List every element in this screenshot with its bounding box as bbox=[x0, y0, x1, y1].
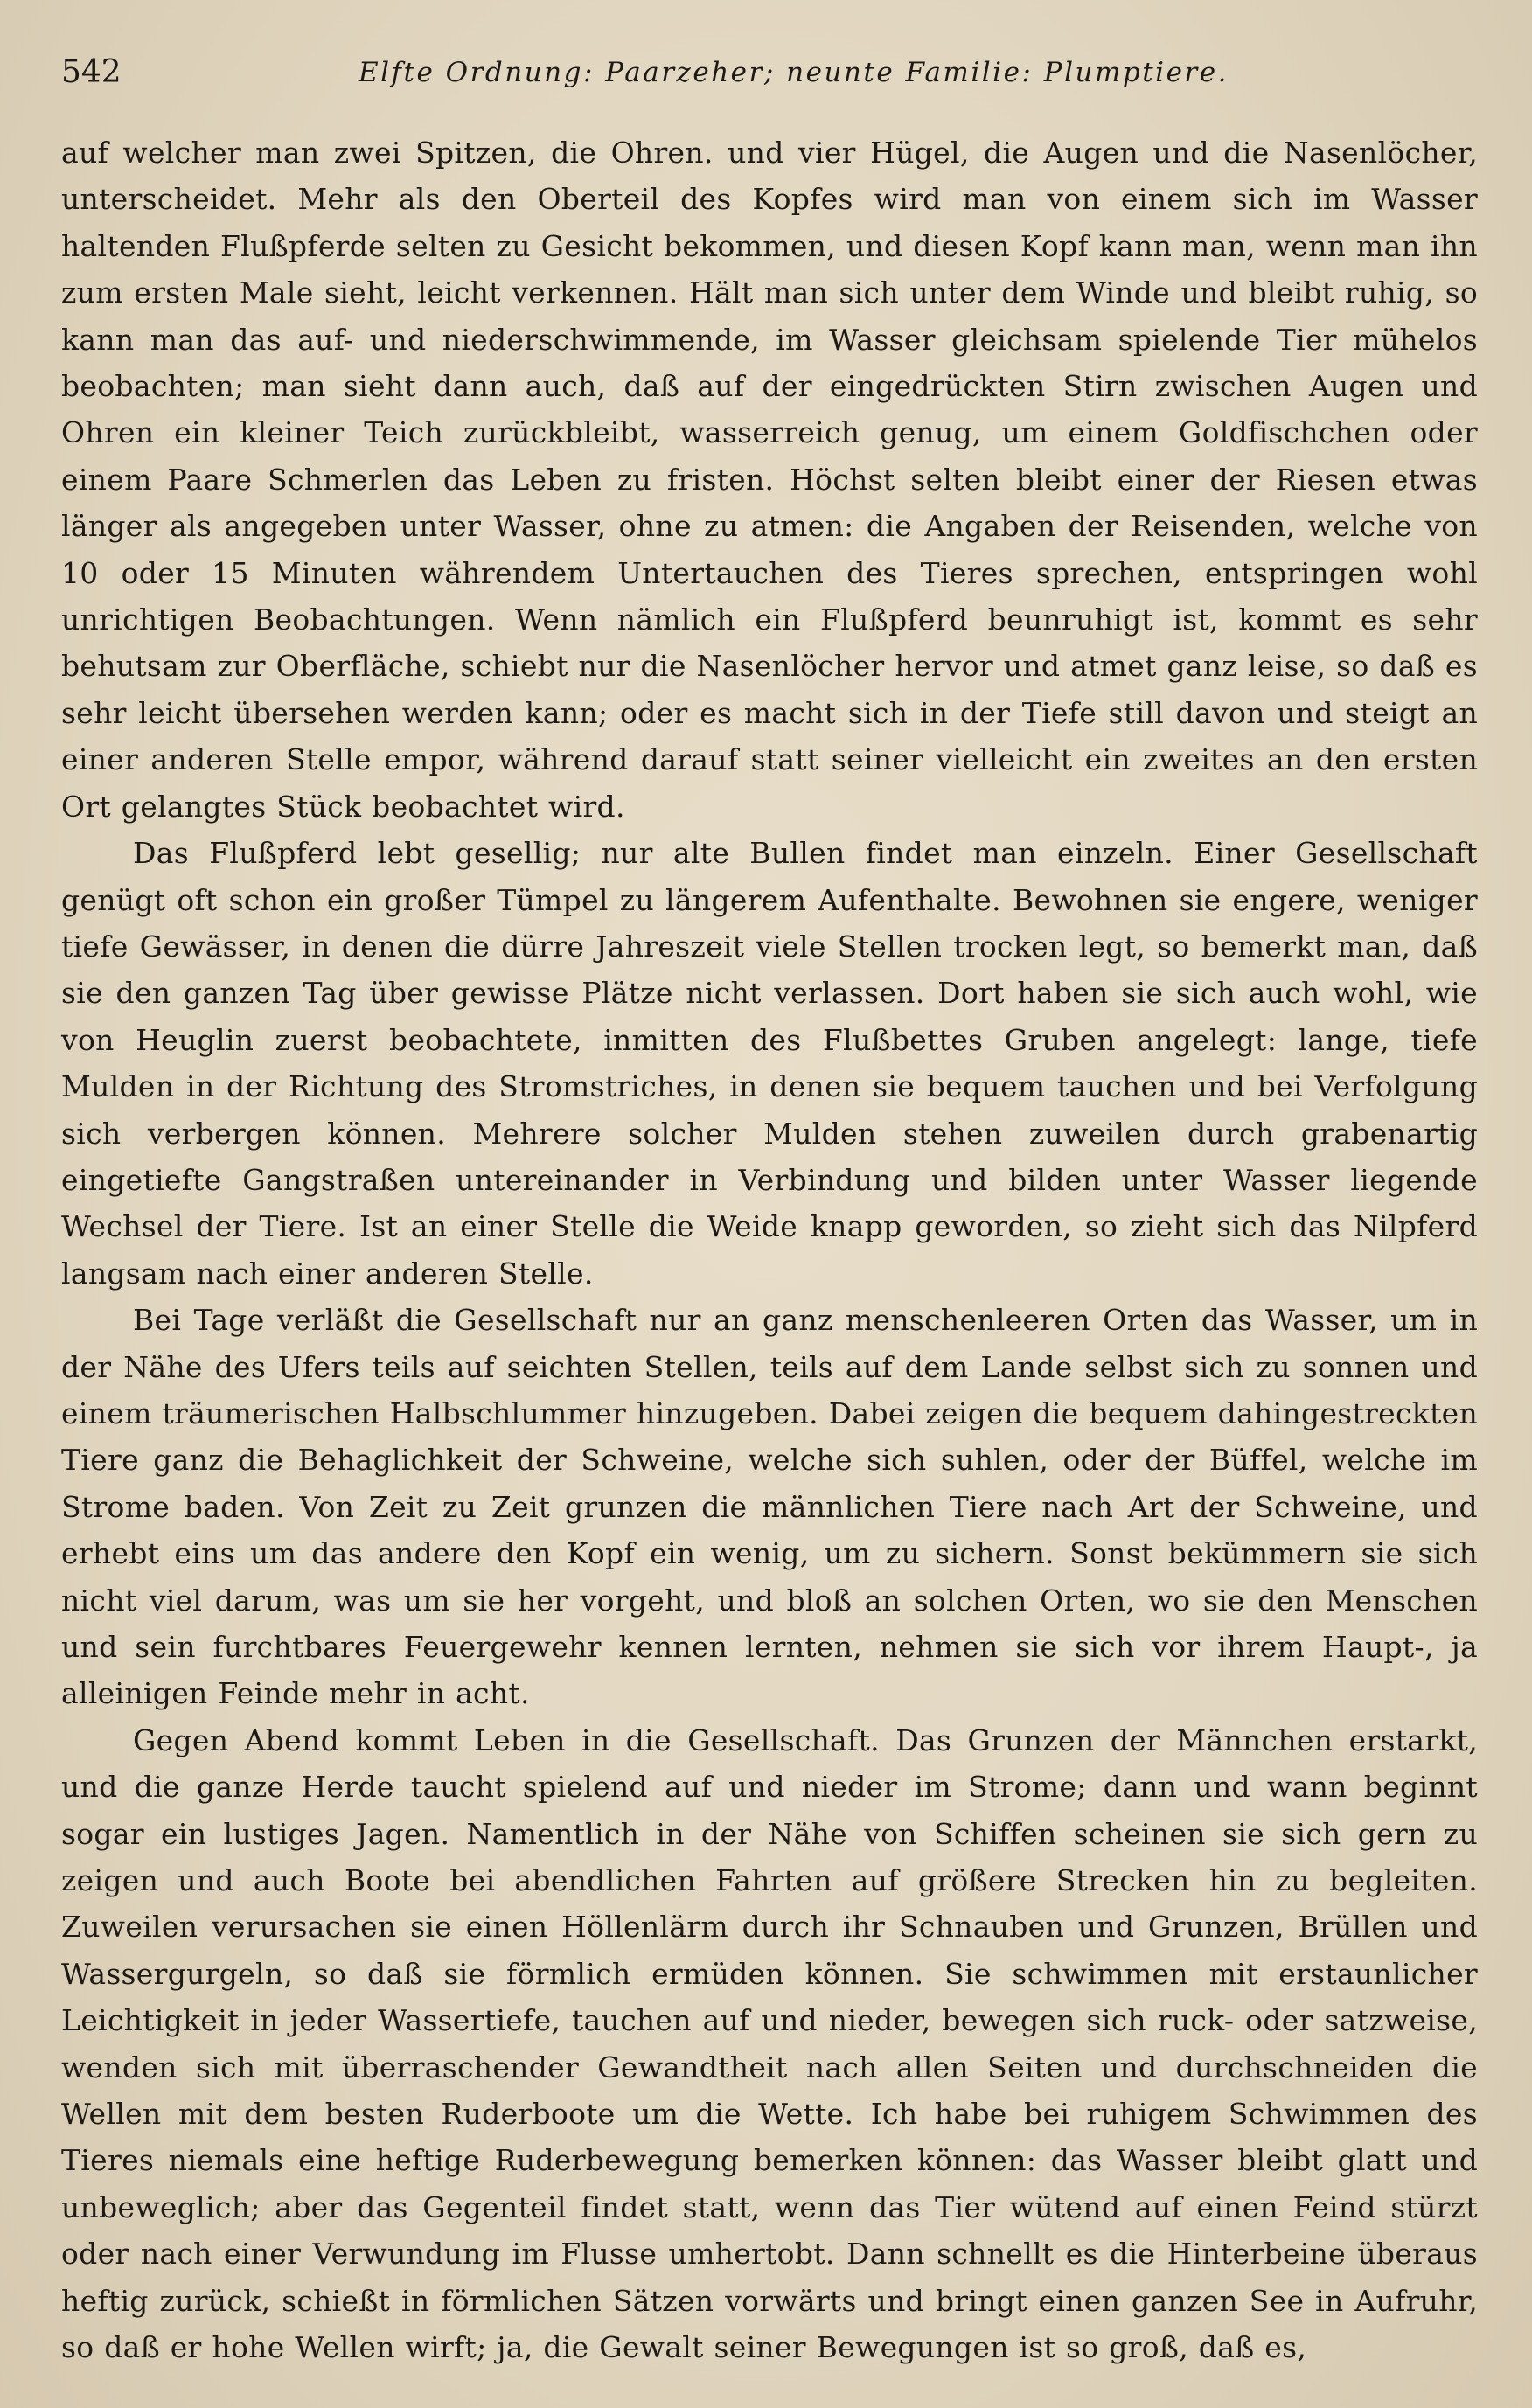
paragraph-daytime: Bei Tage verläßt die Gesellschaft nur an ganz menschenleeren Orten das Wasser, um in der Nähe des Ufers teils auf seichten Stellen, teils auf dem Lande selbst sich zu sonnen und einem träumerischen Halbschlummer hinzugeben. Dabei zeigen die bequem dahingestreckten Tiere ganz die Behaglichkeit der Schweine, welche sich suhlen, oder der Büffel, welche im Strome baden. Von Zeit zu Zeit grunzen die männlichen Tiere nach Art der Schweine, und erhebt eins um das andere den Kopf ein wenig, um zu sichern. Sonst bekümmern sie sich nicht viel darum, was um sie her vorgeht, und bloß an solchen Orten, wo sie den Menschen und sein furchtbares Feuergewehr kennen lernten, nehmen sie sich vor ihrem Haupt-, ja alleinigen Feinde mehr in acht. bbox=[61, 1303, 1479, 1711]
paragraph-continuation: auf welcher man zwei Spitzen, die Ohren. und vier Hügel, die Augen und die Nasenlöcher, unterscheidet. Mehr als den Oberteil des Kopfes wird man von einem sich im Wasser haltenden Flußpferde selten zu Gesicht bekommen, und diesen Kopf kann man, wenn man ihn zum ersten Male sieht, leicht verkennen. Hält man sich unter dem Winde und bleibt ruhig, so kann man das auf- und niederschwimmende, im Wasser gleichsam spielende Tier mühelos beobachten; man sieht dann auch, daß auf der eingedrückten Stirn zwischen Augen und Ohren ein kleiner Teich zurückbleibt, wasserreich genug, um einem Goldfischchen oder einem Paare Schmerlen das Leben zu fristen. Höchst selten bleibt einer der Riesen etwas länger als angegeben unter Wasser, ohne zu atmen: die Angaben der Reisenden, welche von 10 oder 15 Minuten währendem Untertauchen des Tieres sprechen, entspringen wohl unrichtigen Beobachtungen. Wenn nämlich ein Flußpferd beunruhigt ist, kommt es sehr behutsam zur Oberfläche, schiebt nur die Nasenlöcher hervor und atmet ganz leise, so daß es sehr leicht übersehen werden kann; oder es macht sich in der Tiefe still davon und steigt an einer anderen Stelle empor, während darauf statt seiner vielleicht ein zweites an den ersten Ort gelangtes Stück beobachtet wird. bbox=[61, 136, 1478, 824]
paragraph-social-life: Das Flußpferd lebt gesellig; nur alte Bullen findet man einzeln. Einer Gesellschaft genügt oft schon ein großer Tümpel zu längerem Aufenthalte. Bewohnen sie engere, weniger tiefe Gewässer, in denen die dürre Jahreszeit viele Stellen trocken legt, so bemerkt man, daß sie den ganzen Tag über gewisse Plätze nicht verlassen. Dort haben sie sich auch wohl, wie von Heuglin zuerst beobachtete, inmitten des Flußbettes Gruben angelegt: lange, tiefe Mulden in der Richtung des Stromstriches, in denen sie bequem tauchen und bei Verfolgung sich verbergen können. Mehrere solcher Mulden stehen zuweilen durch grabenartig eingetiefte Gangstraßen untereinander in Verbindung und bilden unter Wasser liegende Wechsel der Tiere. Ist an einer Stelle die Weide knapp geworden, so zieht sich das Nilpferd langsam nach einer anderen Stelle. bbox=[61, 836, 1478, 1291]
page-number: 542 bbox=[61, 54, 122, 90]
page-header bbox=[61, 51, 1478, 103]
running-head: Elfte Ordnung: Paarzeher; neunte Familie: Plumptiere. bbox=[359, 57, 1229, 88]
body-text bbox=[61, 129, 1478, 2371]
paragraph-evening: Gegen Abend kommt Leben in die Gesellschaft. Das Grunzen der Männchen erstarkt, und die ganze Herde taucht spielend auf und nieder im Strome; dann und wann beginnt sogar ein lustiges Jagen. Namentlich in der Nähe von Schiffen scheinen sie sich gern zu zeigen und auch Boote bei abendlichen Fahrten auf größere Strecken hin zu begleiten. Zuweilen verursachen sie einen Höllenlärm durch ihr Schnauben und Grunzen, Brüllen und Wassergurgeln, so daß sie förmlich ermüden können. Sie schwimmen mit erstaunlicher Leichtigkeit in jeder Wassertiefe, tauchen auf und nieder, bewegen sich ruck- oder satzweise, wenden sich mit überraschender Gewandtheit nach allen Seiten und durchschneiden die Wellen mit dem besten Ruderboote um die Wette. Ich habe bei ruhigem Schwimmen des Tieres niemals eine heftige Ruderbewegung bemerken können: das Wasser bleibt glatt und unbeweglich; aber das Gegenteil findet statt, wenn das Tier wütend auf einen Feind stürzt oder nach einer Verwundung im Flusse umhertobt. Dann schnellt es die Hinterbeine überaus heftig zurück, schießt in förmlichen Sätzen vorwärts und bringt einen ganzen See in Aufruhr, so daß er hohe Wellen wirft; ja, die Gewalt seiner Bewegungen ist so groß, daß es, bbox=[61, 1722, 1478, 2365]
